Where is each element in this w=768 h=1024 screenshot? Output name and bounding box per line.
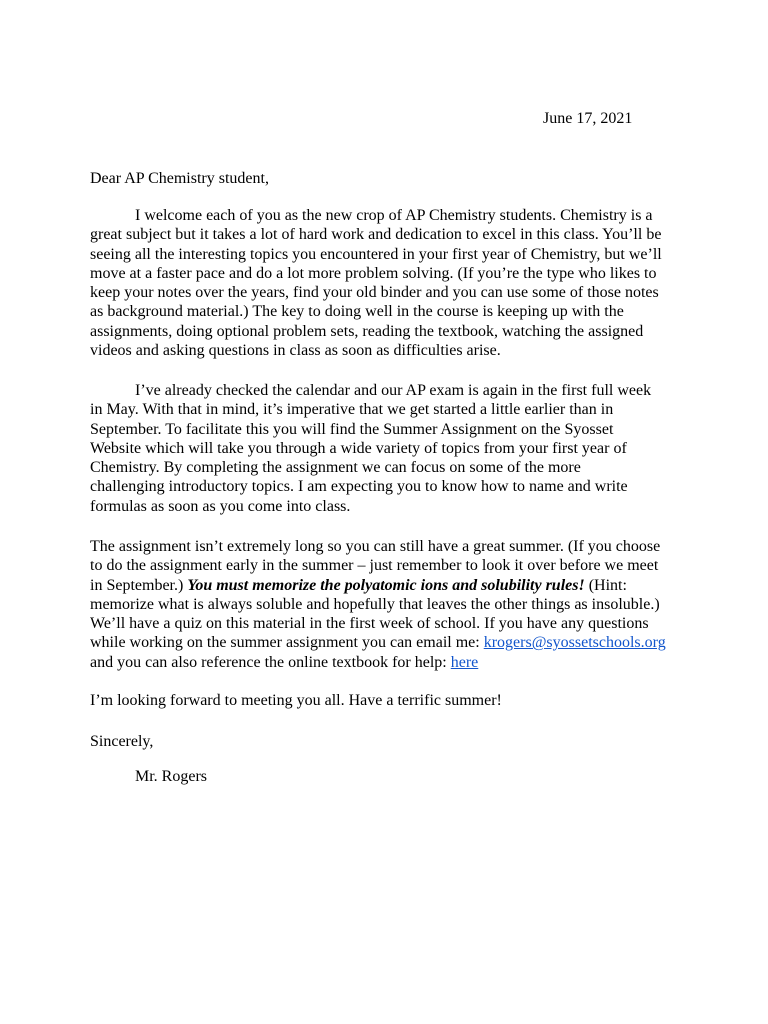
paragraph-text: while working on the summer assignment you can email me: xyxy=(90,634,484,652)
paragraph-line: I welcome each of you as the new crop of AP Chemistry students. Chemistry is a xyxy=(135,207,653,224)
paragraph-assignment xyxy=(90,537,666,672)
signature: Mr. Rogers xyxy=(135,768,207,785)
paragraph-line: formulas as soon as you come into class. xyxy=(90,497,351,515)
paragraph-line: The assignment isn’t extremely long so you can still have a great summer. (If you choose xyxy=(90,538,661,555)
paragraph-line: great subject but it takes a lot of hard work and dedication to excel in this class. You’ll be xyxy=(90,226,662,244)
paragraph-line: assignments, doing optional problem sets, reading the textbook, watching the assigned xyxy=(90,322,644,340)
paragraph-calendar xyxy=(90,381,651,516)
email-link[interactable]: krogers@syossetschools.org xyxy=(483,634,666,652)
letter-date: June 17, 2021 xyxy=(543,110,633,127)
paragraph-line: keep your notes over the years, find your old binder and you can use some of those notes xyxy=(90,284,659,302)
memorize-emphasis: You must memorize the polyatomic ions and solubility rules! xyxy=(187,576,585,594)
paragraph-line: to do the assignment early in the summer – just remember to look it over before we meet xyxy=(90,557,659,575)
paragraph-line xyxy=(90,576,666,595)
paragraph-line: Website which will take you through a wide variety of topics from your first year of xyxy=(90,439,627,457)
paragraph-line: challenging introductory topics. I am expecting you to know how to name and write xyxy=(90,478,628,496)
paragraph-line: seeing all the interesting topics you encountered in your first year of Chemistry, but we’ll xyxy=(90,245,662,263)
signoff: Sincerely, xyxy=(90,733,154,750)
textbook-link[interactable]: here xyxy=(450,653,479,671)
salutation: Dear AP Chemistry student, xyxy=(90,170,269,187)
paragraph-text: and you can also reference the online textbook for help: xyxy=(90,653,451,671)
paragraph-line: Chemistry. By completing the assignment we can focus on some of the more xyxy=(90,459,581,477)
paragraph-text: (Hint: xyxy=(584,576,627,594)
paragraph-line xyxy=(90,653,666,672)
paragraph-line: memorize what is always soluble and hopefully that leaves the other things as insoluble.) xyxy=(90,595,660,613)
paragraph-line: We’ll have a quiz on this material in the first week of school. If you have any questions xyxy=(90,615,649,633)
paragraph-line: videos and asking questions in class as soon as difficulties arise. xyxy=(90,342,501,360)
closing-line: I’m looking forward to meeting you all. Have a terrific summer! xyxy=(90,692,502,709)
paragraph-line: I’ve already checked the calendar and our AP exam is again in the first full week xyxy=(135,382,652,399)
paragraph-line xyxy=(90,633,666,652)
paragraph-line: in May. With that in mind, it’s imperative that we get started a little earlier than in xyxy=(90,401,614,419)
paragraph-welcome xyxy=(90,206,662,360)
paragraph-text: in September.) xyxy=(90,576,188,594)
paragraph-line: as background material.) The key to doing well in the course is keeping up with the xyxy=(90,303,624,321)
paragraph-line: move at a faster pace and do a lot more problem solving. (If you’re the type who likes to xyxy=(90,264,657,282)
paragraph-line: September. To facilitate this you will find the Summer Assignment on the Syosset xyxy=(90,420,614,438)
